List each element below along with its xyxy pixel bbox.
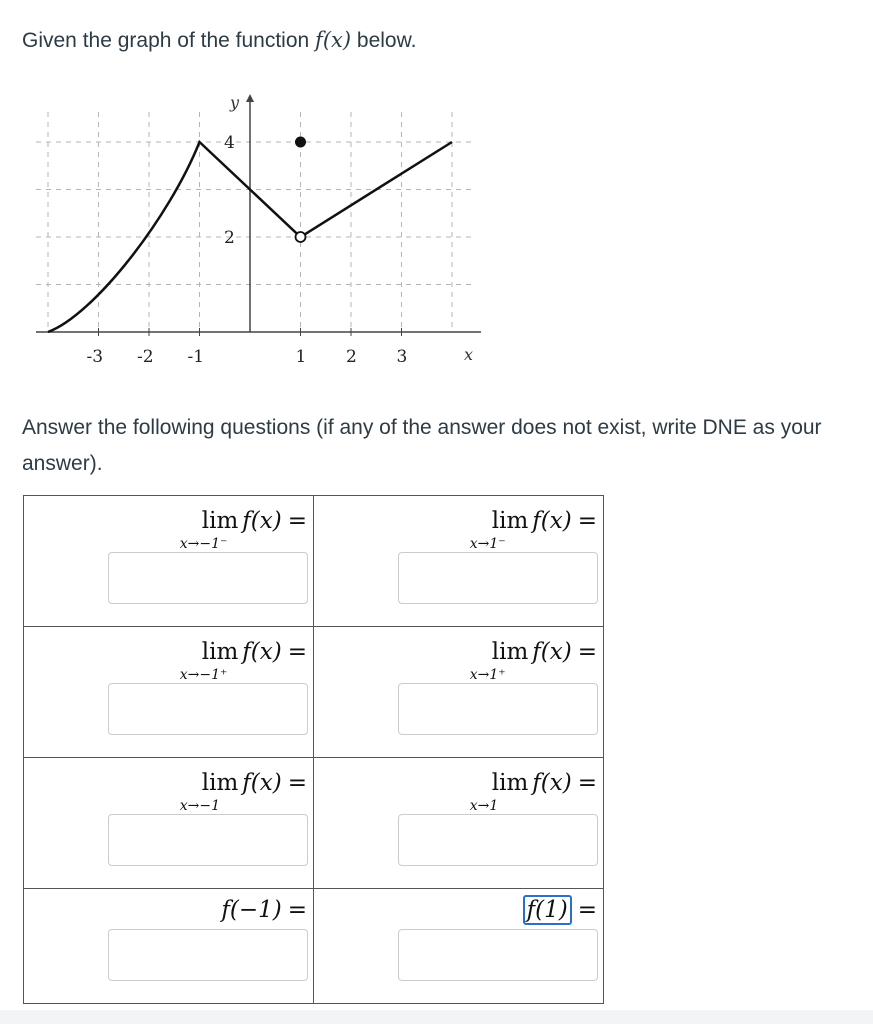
answer-input-lim-1-left[interactable] bbox=[398, 552, 598, 604]
equals-sign: = bbox=[287, 508, 307, 534]
equals-sign: = bbox=[287, 639, 307, 665]
y-axis-arrow bbox=[246, 94, 254, 102]
question-row bbox=[24, 496, 604, 627]
question-cell bbox=[24, 627, 314, 758]
function-label: f(x) bbox=[242, 770, 282, 796]
filled-point bbox=[295, 137, 306, 148]
question-cell bbox=[24, 889, 314, 1004]
question-cell bbox=[314, 496, 604, 627]
question-cell bbox=[24, 496, 314, 627]
lim-subscript: x→1 bbox=[469, 798, 499, 814]
equals-sign: = bbox=[577, 897, 597, 923]
question-row bbox=[24, 627, 604, 758]
function-label: f(x) bbox=[242, 508, 282, 534]
lim-label: lim bbox=[201, 639, 239, 665]
answer-input-f-neg1[interactable] bbox=[108, 929, 308, 981]
lim-subscript: x→1⁻ bbox=[469, 536, 506, 552]
lim-label: lim bbox=[491, 770, 529, 796]
equals-sign: = bbox=[577, 508, 597, 534]
lim-label: lim bbox=[201, 508, 239, 534]
function-graph bbox=[36, 88, 486, 383]
question-row bbox=[24, 889, 604, 1004]
x-tick-label: 1 bbox=[295, 347, 307, 367]
limit-expression bbox=[179, 508, 307, 552]
equals-sign: = bbox=[287, 897, 307, 923]
answer-input-lim-neg1-right[interactable] bbox=[108, 683, 308, 735]
x-tick-label: 2 bbox=[346, 347, 357, 367]
value-expression bbox=[217, 897, 307, 923]
open-point bbox=[296, 232, 306, 242]
x-axis-label: x bbox=[464, 345, 474, 364]
y-tick-label: 2 bbox=[224, 228, 235, 248]
answer-input-lim-1[interactable] bbox=[398, 814, 598, 866]
question-cell bbox=[314, 627, 604, 758]
function-value-label: f(−1) bbox=[221, 897, 282, 923]
x-tick-label: -3 bbox=[86, 347, 104, 367]
lim-label: lim bbox=[491, 639, 529, 665]
lim-subscript: x→1⁺ bbox=[469, 667, 506, 683]
answer-input-lim-neg1[interactable] bbox=[108, 814, 308, 866]
question-grid bbox=[23, 495, 604, 1004]
function-label: f(x) bbox=[242, 639, 282, 665]
lim-subscript: x→−1⁺ bbox=[179, 667, 228, 683]
limit-expression bbox=[179, 639, 307, 683]
graph-grid bbox=[36, 112, 476, 332]
answer-input-lim-neg1-left[interactable] bbox=[108, 552, 308, 604]
page-footer-bar bbox=[0, 1010, 873, 1024]
function-label: f(x) bbox=[532, 639, 572, 665]
question-cell bbox=[314, 758, 604, 889]
function-label: f(x) bbox=[532, 508, 572, 534]
x-tick-label: -2 bbox=[137, 347, 154, 367]
prompt-text-before: Given the graph of the function bbox=[22, 29, 310, 52]
limit-expression bbox=[469, 639, 597, 683]
function-value-label: f(1) bbox=[523, 895, 572, 925]
question-prompt bbox=[22, 28, 416, 53]
limit-expression bbox=[179, 770, 307, 814]
question-row bbox=[24, 758, 604, 889]
equals-sign: = bbox=[577, 770, 597, 796]
question-cell bbox=[314, 889, 604, 1004]
y-axis-label: y bbox=[230, 93, 240, 112]
x-tick-label: -1 bbox=[187, 347, 205, 367]
prompt-function: f(x) bbox=[315, 28, 352, 52]
question-cell bbox=[24, 758, 314, 889]
prompt-text-after: below. bbox=[356, 29, 417, 52]
equals-sign: = bbox=[287, 770, 307, 796]
lim-subscript: x→−1 bbox=[179, 798, 221, 814]
lim-label: lim bbox=[201, 770, 239, 796]
value-expression bbox=[519, 897, 597, 923]
x-tick-label: 3 bbox=[396, 347, 408, 367]
lim-label: lim bbox=[491, 508, 529, 534]
answer-input-lim-1-right[interactable] bbox=[398, 683, 598, 735]
graph-axes bbox=[36, 94, 481, 332]
instructions: Answer the following questions (if any of the answer does not exist, write DNE as your answer). bbox=[22, 416, 822, 475]
limit-expression bbox=[469, 770, 597, 814]
answer-input-f-1[interactable] bbox=[398, 929, 598, 981]
equals-sign: = bbox=[577, 639, 597, 665]
y-tick-label: 4 bbox=[224, 133, 235, 153]
lim-subscript: x→−1⁻ bbox=[179, 536, 228, 552]
function-label: f(x) bbox=[532, 770, 572, 796]
limit-expression bbox=[469, 508, 597, 552]
